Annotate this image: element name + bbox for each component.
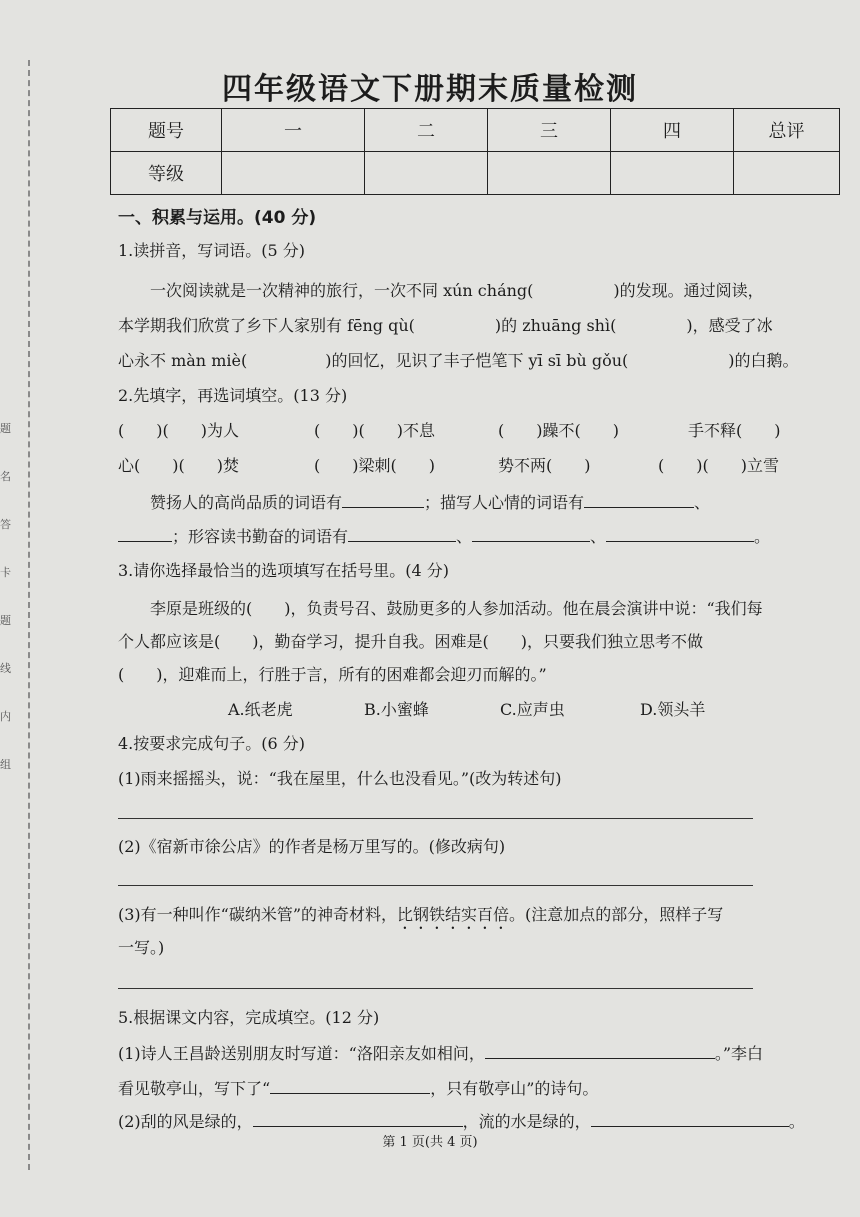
option-a: A.纸老虎 [228,700,293,719]
question-text [118,348,799,371]
text-segment: 、 [590,527,607,546]
text-segment: ，只有敬亭山”的诗句。 [430,1079,599,1098]
text-segment: 赞扬人的高尚品质的词语有 [150,493,343,512]
text-segment: 。 [754,527,771,546]
grade-input-cell[interactable] [488,152,611,195]
question-text [118,902,723,933]
answer-blank[interactable] [253,1110,463,1127]
text-segment: 。(注意加点的部分，照样子写 [509,905,724,924]
side-label: 内 [0,710,11,723]
grade-input-cell[interactable] [365,152,488,195]
text-segment: ；形容读书勤奋的词语有 [172,527,349,546]
page-title: 四年级语文下册期末质量检测 [222,72,638,107]
answer-blank[interactable] [472,525,590,542]
question-text [118,1041,763,1064]
question-title: 2.先填字，再选词填空。(13 分) [118,386,348,405]
grade-input-cell[interactable] [734,152,840,195]
question-text: (1)雨来摇摇头，说：“我在屋里，什么也没看见。”(改为转述句) [118,769,562,788]
question-text: 一写。) [118,938,165,957]
grade-table [110,108,840,195]
grade-input-cell[interactable] [222,152,365,195]
grade-input-cell[interactable] [611,152,734,195]
emphasized-text: 比钢铁结实百倍 [397,905,510,924]
text-segment: 一次阅读就是一次精神的旅行，一次不同 xún cháng( [150,281,534,300]
answer-line[interactable] [118,885,753,886]
text-segment: )的 zhuāng shì( [494,316,617,335]
answer-blank[interactable] [342,491,424,508]
text-segment: 。 [788,1112,805,1131]
grade-table-row [111,152,840,195]
grade-table-header-cell: 总评 [734,109,840,152]
text-segment: 、 [694,493,711,512]
answer-blank[interactable] [118,525,172,542]
answer-line[interactable] [118,818,753,819]
grade-table-header-cell: 二 [365,109,488,152]
question-text: (2)《宿新市徐公店》的作者是杨万里写的。(修改病句) [118,837,506,856]
grade-row-label: 等级 [111,152,222,195]
grade-table-header-cell: 一 [222,109,365,152]
section-heading: 一、积累与运用。(40 分) [118,208,317,228]
side-label: 组 [0,758,11,771]
grade-table-header-cell: 四 [611,109,734,152]
idiom-blank[interactable]: 势不两( ) [498,456,591,475]
question-text [118,1076,598,1099]
question-title: 3.请你选择最恰当的选项填写在括号里。(4 分) [118,561,450,580]
question-text [118,524,770,547]
idiom-row [118,453,779,476]
question-title: 1.读拼音，写词语。(5 分) [118,241,306,260]
answer-blank[interactable] [606,525,754,542]
idiom-blank[interactable]: ( )( )为人 [118,421,239,440]
text-segment: (2)刮的风是绿的， [118,1112,253,1131]
question-text: 李原是班级的( )，负责号召、鼓励更多的人参加活动。他在晨会演讲中说：“我们每 [150,599,763,618]
grade-table-header-row [111,109,840,152]
text-segment: 心永不 màn miè( [118,351,248,370]
option-c: C.应声虫 [500,700,565,719]
text-segment: 看见敬亭山，写下了“ [118,1079,271,1098]
side-labels [0,420,14,804]
grade-table-header-cell: 题号 [111,109,222,152]
page-footer: 第 1 页(共 4 页) [382,1135,478,1150]
text-segment: (1)诗人王昌龄送别朋友时写道：“洛阳亲友如相问， [118,1044,485,1063]
side-label: 题 [0,614,11,627]
answer-blank[interactable] [270,1077,430,1094]
text-segment: )的发现。通过阅读， [613,281,764,300]
side-label: 名 [0,470,11,483]
idiom-blank[interactable]: 手不释( ) [688,421,781,440]
side-label: 卡 [0,566,11,579]
text-segment: 。”李白 [714,1044,764,1063]
question-text [150,278,764,301]
question-title: 5.根据课文内容，完成填空。(12 分) [118,1008,380,1027]
idiom-blank[interactable]: ( )躁不( ) [498,421,619,440]
side-label: 线 [0,662,11,675]
options-row [228,697,705,720]
question-text [150,490,710,513]
text-segment: )的白鹅。 [728,351,799,370]
question-text: 个人都应该是( )，勤奋学习，提升自我。困难是( )，只要我们独立思考不做 [118,632,703,651]
answer-blank[interactable] [348,525,456,542]
question-text [118,313,773,336]
text-segment: ；描写人心情的词语有 [424,493,585,512]
side-label: 题 [0,422,11,435]
question-text [118,1109,805,1132]
question-title: 4.按要求完成句子。(6 分) [118,734,306,753]
question-text: ( )，迎难而上，行胜于言，所有的困难都会迎刃而解的。” [118,665,547,684]
idiom-blank[interactable]: ( )( )立雪 [658,456,779,475]
answer-blank[interactable] [584,491,694,508]
grade-table-header-cell: 三 [488,109,611,152]
option-b: B.小蜜蜂 [364,700,429,719]
idiom-blank[interactable]: ( )( )不息 [314,421,435,440]
idiom-blank[interactable]: 心( )( )焚 [118,456,239,475]
idiom-blank[interactable]: ( )梁刺( ) [314,456,435,475]
idiom-row [118,418,781,441]
text-segment: (3)有一种叫作“碳纳米管”的神奇材料， [118,905,398,924]
side-label: 答 [0,518,11,531]
binding-line [28,60,30,1170]
text-segment: ，流的水是绿的， [462,1112,591,1131]
answer-blank[interactable] [591,1110,789,1127]
text-segment: 本学期我们欣赏了乡下人家别有 fēng qù( [118,316,415,335]
option-d: D.领头羊 [640,700,706,719]
text-segment: )，感受了冰 [686,316,773,335]
answer-blank[interactable] [485,1042,715,1059]
text-segment: 、 [456,527,473,546]
text-segment: )的回忆，见识了丰子恺笔下 yī sī bù gǒu( [325,351,629,370]
answer-line[interactable] [118,988,753,989]
